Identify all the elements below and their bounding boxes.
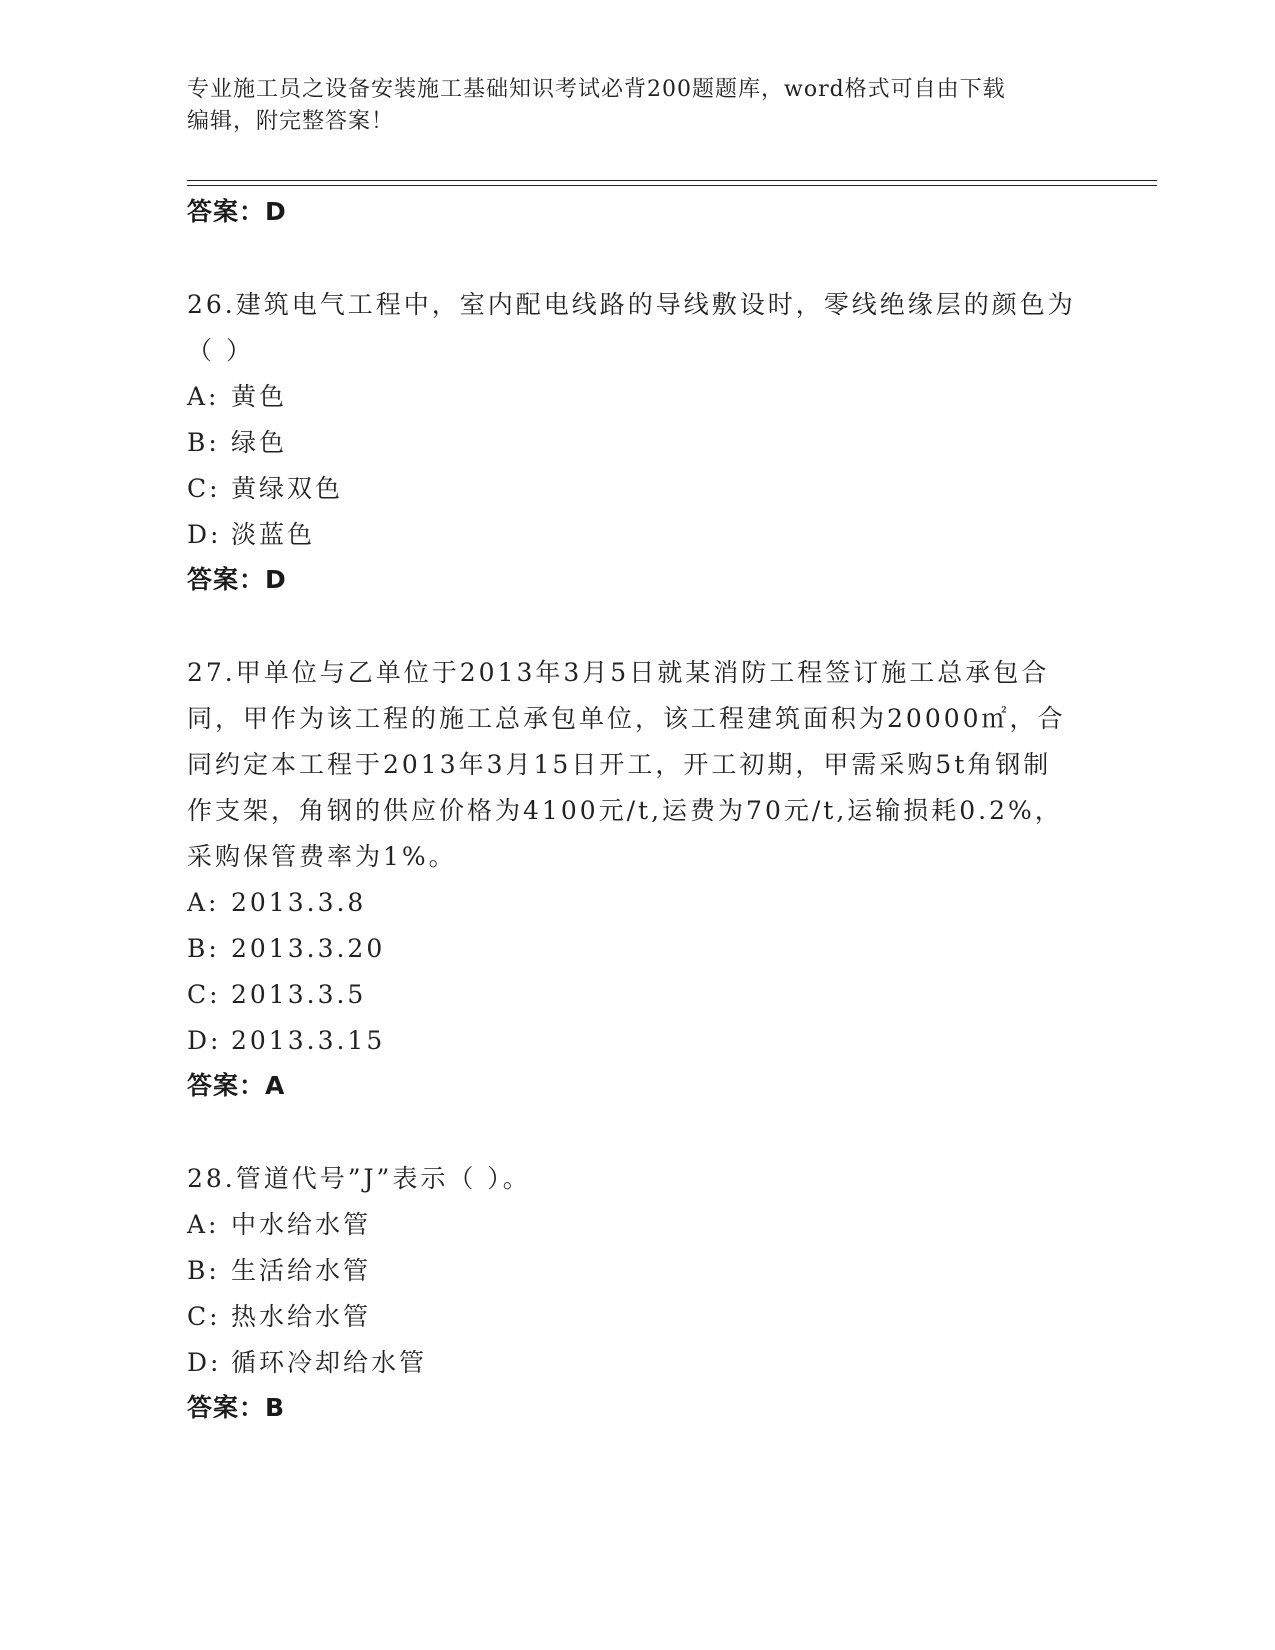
header-divider-bottom: [187, 185, 1157, 186]
option-text: 中水给水管: [231, 1210, 372, 1239]
answer: 答案：D: [187, 565, 287, 594]
option-text: 绿色: [231, 428, 288, 457]
option-text: 2013.3.8: [231, 888, 367, 917]
option-text: 淡蓝色: [231, 520, 316, 549]
answer-previous: 答案：D: [187, 197, 287, 226]
question-27: [187, 650, 1087, 1108]
option-letter: D:: [187, 1348, 222, 1377]
option-letter: B:: [187, 428, 220, 457]
option-letter: D:: [187, 520, 222, 549]
option-a: [187, 1202, 1087, 1248]
option-d: [187, 1018, 1087, 1064]
option-text: 黄色: [231, 382, 288, 411]
option-text: 热水给水管: [231, 1302, 372, 1331]
question-28: [187, 1156, 1087, 1430]
option-letter: A:: [187, 888, 220, 917]
question-26: [187, 282, 1087, 602]
option-letter: C:: [187, 1302, 221, 1331]
option-letter: D:: [187, 1026, 222, 1055]
option-c: [187, 1294, 1087, 1340]
answer: 答案：A: [187, 1071, 286, 1100]
option-c: [187, 466, 1087, 512]
document-body: [187, 190, 1087, 1430]
question-text: 27.甲单位与乙单位于2013年3月5日就某消防工程签订施工总承包合同，甲作为该工程的施工总承包单位，该工程建筑面积为20000㎡，合同约定本工程于2013年3月15日开工，开工初期，甲需采购5t角钢制作支架，角钢的供应价格为4100元/t,运费为70元/t,运输损耗0.2%，采购保管费率为1%。: [187, 658, 1066, 871]
option-letter: B:: [187, 1256, 220, 1285]
option-letter: B:: [187, 934, 220, 963]
option-text: 循环冷却给水管: [231, 1348, 428, 1377]
option-text: 生活给水管: [231, 1256, 372, 1285]
option-d: [187, 512, 1087, 558]
option-letter: C:: [187, 980, 221, 1009]
option-b: [187, 926, 1087, 972]
answer: 答案：B: [187, 1393, 286, 1422]
header-divider-top: [187, 180, 1157, 181]
header-line-1: 专业施工员之设备安装施工基础知识考试必背200题题库，word格式可自由下载: [187, 77, 1006, 102]
option-b: [187, 420, 1087, 466]
option-text: 2013.3.15: [231, 1026, 386, 1055]
option-a: [187, 374, 1087, 420]
question-text: 26.建筑电气工程中，室内配电线路的导线敷设时，零线绝缘层的颜色为（ ）: [187, 290, 1076, 365]
option-text: 2013.3.5: [231, 980, 367, 1009]
option-text: 2013.3.20: [231, 934, 386, 963]
option-b: [187, 1248, 1087, 1294]
option-letter: A:: [187, 1210, 220, 1239]
option-c: [187, 972, 1087, 1018]
option-text: 黄绿双色: [231, 474, 344, 503]
option-a: [187, 880, 1087, 926]
option-letter: A:: [187, 382, 220, 411]
header-line-2: 编辑，附完整答案！: [187, 109, 395, 134]
option-d: [187, 1340, 1087, 1386]
option-letter: C:: [187, 474, 221, 503]
question-text: 28.管道代号”J”表示（ ）。: [187, 1164, 531, 1193]
document-header: [187, 74, 1087, 138]
